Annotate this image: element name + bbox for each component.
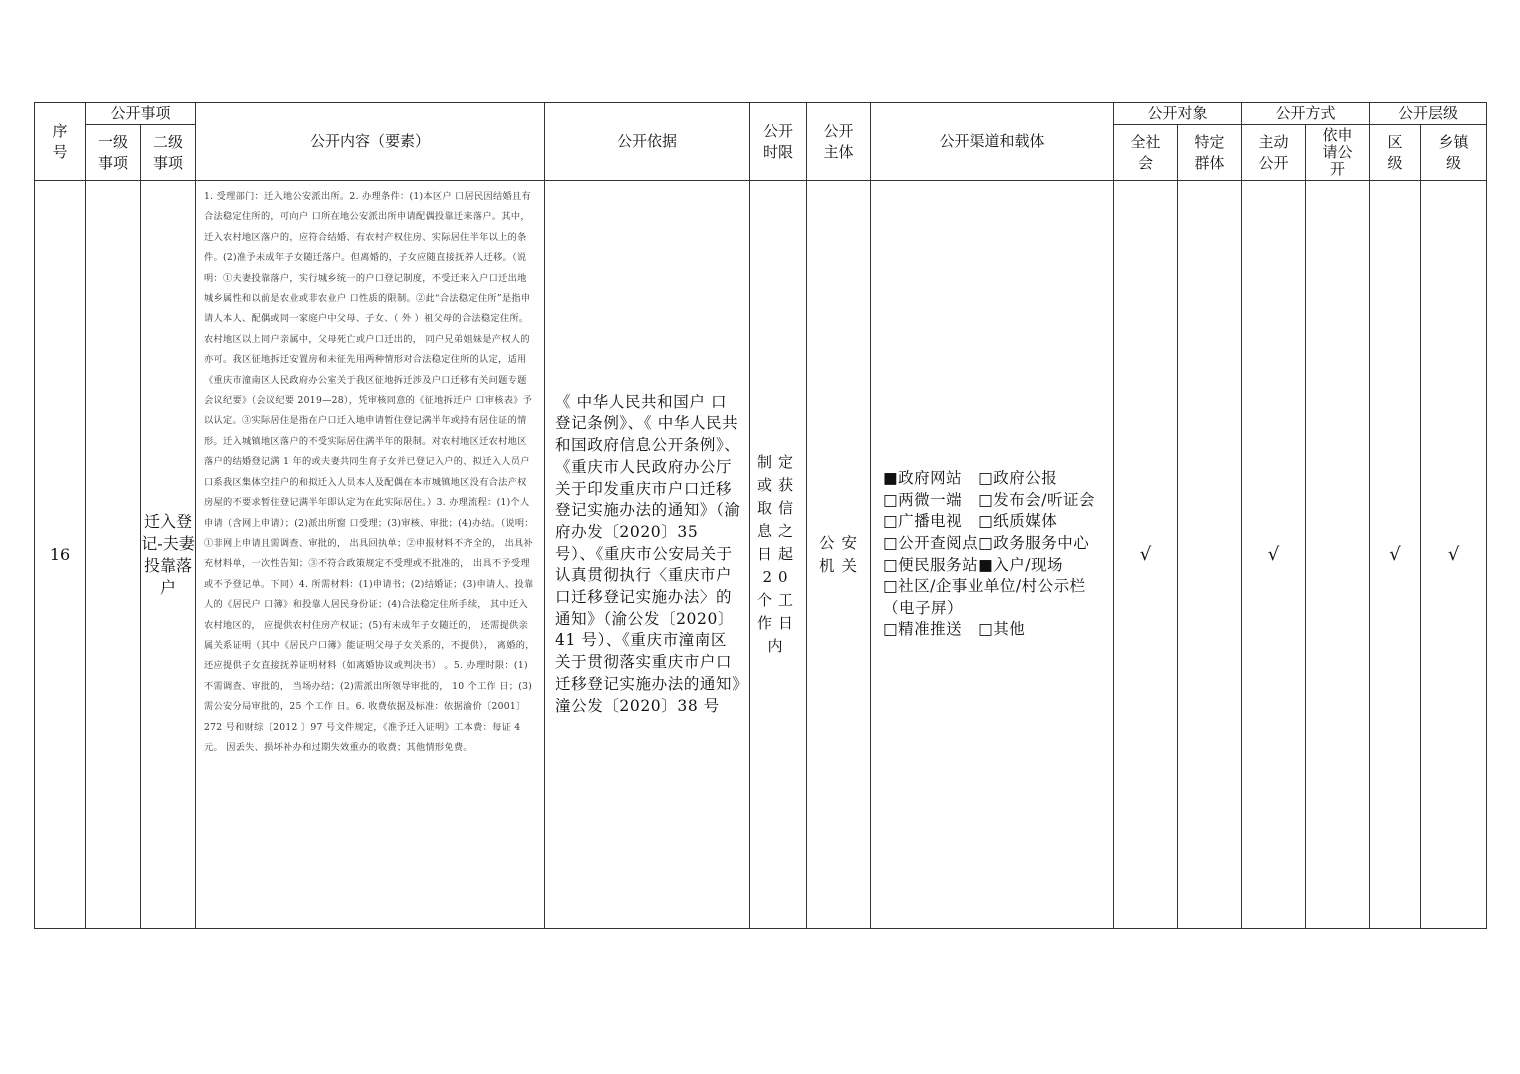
channel-line: （电子屏） — [883, 598, 964, 617]
header-level-group: 公开层级 — [1370, 103, 1487, 125]
row-time-limit: 制定或获取信息之日起20个工作日内 — [750, 181, 807, 929]
row-seq: 16 — [35, 181, 86, 929]
check-audience-specific — [1178, 181, 1242, 929]
row-channels — [871, 181, 1114, 929]
header-method-active: 主动公开 — [1242, 125, 1306, 181]
channel-line: ■政府网站 □政府公报 — [883, 469, 1058, 488]
check-method-active: √ — [1242, 181, 1306, 929]
header-level-town: 乡镇级 — [1421, 125, 1487, 181]
table-row — [35, 181, 1487, 929]
header-time-limit: 公开时限 — [750, 103, 807, 181]
header-level-district: 区级 — [1370, 125, 1421, 181]
channel-line: □广播电视 □纸质媒体 — [883, 512, 1058, 531]
header-method-group: 公开方式 — [1242, 103, 1370, 125]
header-audience-group: 公开对象 — [1114, 103, 1242, 125]
header-audience-all: 全社会 — [1114, 125, 1178, 181]
header-items-group: 公开事项 — [86, 103, 196, 125]
channel-line: □社区/企事业单位/村公示栏 — [883, 577, 1086, 596]
row-subject: 公安机关 — [807, 181, 871, 929]
row-content: 1. 受理部门：迁入地公安派出所。2. 办理条件：(1)本区户 口居民因结婚且有合法稳定住所的，可向户 口所在地公安派出所申请配偶投靠迁来落户。其中，迁入农村地区落户的，应符合结婚、有农村产权住房、实际居住半年以上的条件。(2)准予未成年子女随迁落户。但离婚的，子女应随直接抚养人迁移。（说明：①夫妻投靠落户，实行城乡统一的户口登记制度，不受迁来入户口迁出地城乡属性和以前是农业或非农业户 口性质的限制。②此“合法稳定住所”是指申请人本人、配偶或同一家庭户中父母、子女、（ 外 ）祖父母的合法稳定住所。农村地区以上同户亲属中，父母死亡或户口迁出的， 同户兄弟姐妹是产权人的亦可。我区征地拆迁安置房和未征先用两种情形对合法稳定住所的认定，适用《重庆市潼南区人民政府办公室关于我区征地拆迁涉及户口迁移有关问题专题会议纪要》（会议纪要 2019—28），凭审核同意的《征地拆迁户 口审核表》予以认定。③实际居住是指在户口迁入地申请暂住登记满半年或持有居住证的情形。迁入城镇地区落户的不受实际居住满半年的限制。对农村地区迁农村地区落户的结婚登记满 1 年的或夫妻共同生育子女并已登记入户的、拟迁入人员户口系我区集体空挂户的和拟迁入人员本人及配偶在本市城镇地区没有合法产权房屋的不要求暂住登记满半年即认定为在此实际居住。）3. 办理流程：(1)个人申请（含网上申请）；(2)派出所窗 口受理；(3)审核、审批；(4)办结。（说明：①非网上申请且需调查、审批的， 出具回执单；②申报材料不齐全的， 出具补充材料单，一次性告知；③不符合政策规定不受理或不批准的， 出具不予受理或不予登记单。下同）4. 所需材料：(1)申请书；(2)结婚证；(3)申请人、投靠人的《居民户 口簿》和投靠人居民身份证；(4)合法稳定住所手续， 其中迁入农村地区的， 应提供农村住房产权证；(5)有未成年子女随迁的， 还需提供亲属关系证明（其中《居民户口簿》能证明父母子女关系的，不提供）， 离婚的，还应提供子女直接抚养证明材料（如离婚协议或判决书） 。5. 办理时限：(1)不需调查、审批的， 当场办结；(2)需派出所领导审批的， 10 个工作 日；(3)需公安分局审批的，25 个工作 日。6. 收费依据及标准：依据渝价〔2001〕272 号和财综〔2012 〕97 号文件规定，《准予迁入证明》工本费：每证 4 元。 因丢失、损坏补办和过期失效重办的收费；其他情形免费。 — [196, 181, 545, 929]
header-method-request: 依申请公开 — [1306, 125, 1370, 181]
header-level2: 二级事项 — [141, 125, 196, 181]
row-basis: 《 中华人民共和国户 口登记条例》、《 中华人民共和国政府信息公开条例》、《重庆市人民政府办公厅关于印发重庆市户口迁移登记实施办法的通知》（渝府办发〔2020〕35 号）、《重庆市公安局关于认真贯彻执行〈重庆市户 口迁移登记实施办法〉的通知》（渝公发〔2020〕41 号）、《重庆市潼南区关于贯彻落实重庆市户口迁移登记实施办法的通知》潼公发〔2020〕38 号 — [545, 181, 750, 929]
disclosure-table — [34, 102, 1487, 929]
check-level-district: √ — [1370, 181, 1421, 929]
channel-line: □精准推送 □其他 — [883, 620, 1026, 639]
header-seq: 序号 — [35, 103, 86, 181]
channel-line: □两微一端 □发布会/听证会 — [883, 490, 1096, 509]
channel-line: □公开查阅点□政务服务中心 — [883, 533, 1090, 552]
header-row-1 — [35, 103, 1487, 125]
check-level-town: √ — [1421, 181, 1487, 929]
header-content: 公开内容（要素） — [196, 103, 545, 181]
header-channel: 公开渠道和载体 — [871, 103, 1114, 181]
header-audience-specific: 特定群体 — [1178, 125, 1242, 181]
check-method-request — [1306, 181, 1370, 929]
row-level1 — [86, 181, 141, 929]
header-level1: 一级事项 — [86, 125, 141, 181]
header-basis: 公开依据 — [545, 103, 750, 181]
header-subject: 公开主体 — [807, 103, 871, 181]
channel-line: □便民服务站■入户/现场 — [883, 555, 1064, 574]
row-level2: 迁入登记-夫妻投靠落户 — [141, 181, 196, 929]
check-audience-all: √ — [1114, 181, 1178, 929]
